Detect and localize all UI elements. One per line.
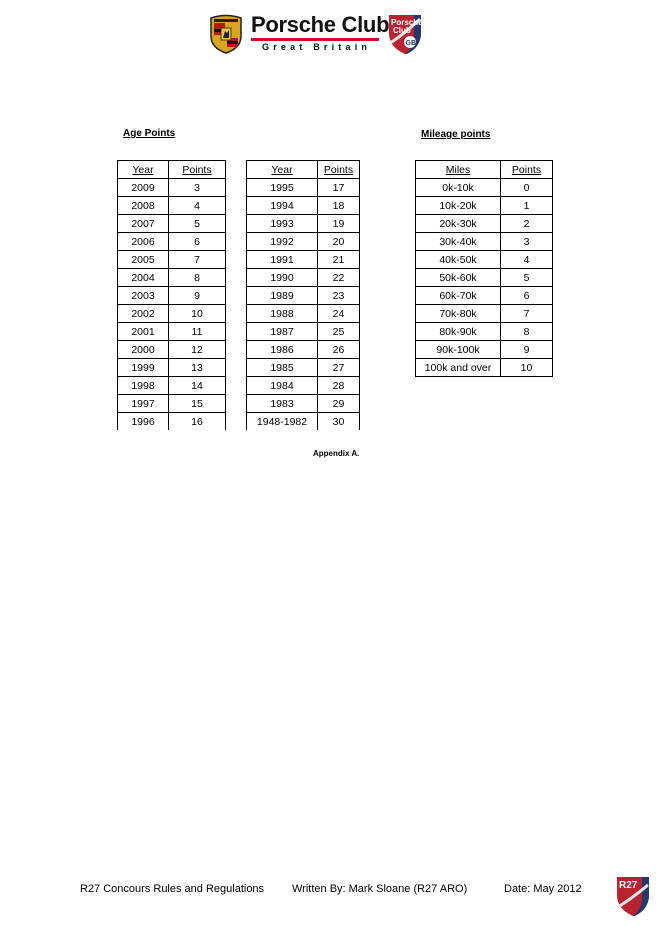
table-row — [118, 251, 226, 269]
miles-cell: 80k-90k — [416, 323, 501, 341]
table-row — [416, 215, 553, 233]
points-cell: 30 — [318, 413, 360, 431]
table-row — [118, 233, 226, 251]
footer-author: Written By: Mark Sloane (R27 ARO) — [292, 883, 468, 895]
year-cell: 2003 — [118, 287, 169, 305]
points-cell: 21 — [318, 251, 360, 269]
points-cell: 13 — [169, 359, 226, 377]
appendix-label: Appendix A. — [313, 449, 360, 458]
year-cell: 1998 — [118, 377, 169, 395]
table-row — [247, 359, 360, 377]
table-row — [247, 179, 360, 197]
miles-cell: 20k-30k — [416, 215, 501, 233]
table-row — [118, 287, 226, 305]
table-row — [247, 395, 360, 413]
points-cell: 4 — [501, 251, 553, 269]
footer-document-title: R27 Concours Rules and Regulations — [80, 883, 265, 895]
miles-cell: 40k-50k — [416, 251, 501, 269]
table-row — [247, 233, 360, 251]
points-cell: 16 — [169, 413, 226, 431]
table-row — [247, 269, 360, 287]
table-row — [247, 323, 360, 341]
miles-cell: 90k-100k — [416, 341, 501, 359]
points-cell: 8 — [169, 269, 226, 287]
miles-cell: 60k-70k — [416, 287, 501, 305]
table-row — [247, 413, 360, 431]
table-row — [118, 377, 226, 395]
club-name-underline — [251, 38, 379, 41]
year-cell: 2002 — [118, 305, 169, 323]
table-row — [416, 197, 553, 215]
points-cell: 5 — [169, 215, 226, 233]
year-cell: 1994 — [247, 197, 318, 215]
club-subtitle: Great Britain — [262, 42, 372, 52]
points-cell: 20 — [318, 233, 360, 251]
points-cell: 15 — [169, 395, 226, 413]
year-cell: 1996 — [118, 413, 169, 431]
points-cell: 1 — [501, 197, 553, 215]
points-cell: 25 — [318, 323, 360, 341]
table-row — [416, 305, 553, 323]
points-cell: 24 — [318, 305, 360, 323]
miles-cell: 0k-10k — [416, 179, 501, 197]
table-row — [416, 233, 553, 251]
year-cell: 1997 — [118, 395, 169, 413]
porsche-crest-icon — [209, 14, 243, 54]
year-cell: 2009 — [118, 179, 169, 197]
column-header-year: Year — [118, 161, 169, 179]
table-row — [416, 341, 553, 359]
points-cell: 17 — [318, 179, 360, 197]
points-cell: 29 — [318, 395, 360, 413]
table-row — [416, 359, 553, 377]
points-cell: 14 — [169, 377, 226, 395]
year-cell: 1993 — [247, 215, 318, 233]
table-row — [416, 269, 553, 287]
table-row — [416, 251, 553, 269]
year-cell: 1991 — [247, 251, 318, 269]
miles-cell: 100k and over — [416, 359, 501, 377]
points-cell: 9 — [501, 341, 553, 359]
year-cell: 2006 — [118, 233, 169, 251]
miles-cell: 30k-40k — [416, 233, 501, 251]
club-name: Porsche Club — [251, 12, 390, 37]
year-cell: 2001 — [118, 323, 169, 341]
table-row — [247, 287, 360, 305]
year-cell: 1983 — [247, 395, 318, 413]
shield-text-porsche: Porsche — [391, 18, 423, 27]
points-cell: 26 — [318, 341, 360, 359]
mileage-points-table — [415, 160, 553, 377]
points-cell: 6 — [169, 233, 226, 251]
points-cell: 18 — [318, 197, 360, 215]
shield-text-gb: GB — [405, 40, 416, 47]
points-cell: 2 — [501, 215, 553, 233]
column-header-year: Year — [247, 161, 318, 179]
r27-logo-text: R27 — [619, 880, 638, 891]
year-cell: 1988 — [247, 305, 318, 323]
points-cell: 3 — [169, 179, 226, 197]
points-cell: 0 — [501, 179, 553, 197]
table-row — [118, 359, 226, 377]
points-cell: 22 — [318, 269, 360, 287]
points-cell: 19 — [318, 215, 360, 233]
miles-cell: 70k-80k — [416, 305, 501, 323]
mileage-points-heading: Mileage points — [421, 129, 491, 140]
porsche-club-gb-shield-icon — [387, 13, 423, 55]
table-row — [118, 179, 226, 197]
points-cell: 7 — [169, 251, 226, 269]
year-cell: 1989 — [247, 287, 318, 305]
table-row — [118, 215, 226, 233]
points-cell: 28 — [318, 377, 360, 395]
year-cell: 2008 — [118, 197, 169, 215]
shield-text-club: Club — [393, 26, 411, 35]
footer-date: Date: May 2012 — [504, 883, 582, 895]
year-cell: 1987 — [247, 323, 318, 341]
table-row — [118, 197, 226, 215]
age-points-table-2 — [246, 160, 360, 430]
table-row — [247, 341, 360, 359]
year-cell: 2005 — [118, 251, 169, 269]
year-cell: 1985 — [247, 359, 318, 377]
table-row — [118, 305, 226, 323]
table-row — [247, 197, 360, 215]
table-row — [118, 413, 226, 431]
table-row — [247, 377, 360, 395]
year-cell: 1995 — [247, 179, 318, 197]
age-points-table-1 — [117, 160, 226, 430]
r27-region-shield-icon — [615, 875, 651, 917]
column-header-miles: Miles — [416, 161, 501, 179]
points-cell: 4 — [169, 197, 226, 215]
year-cell: 2000 — [118, 341, 169, 359]
table-row — [118, 341, 226, 359]
year-cell: 1984 — [247, 377, 318, 395]
year-cell: 1992 — [247, 233, 318, 251]
table-row — [416, 287, 553, 305]
column-header-points: Points — [169, 161, 226, 179]
table-row — [118, 269, 226, 287]
points-cell: 3 — [501, 233, 553, 251]
points-cell: 5 — [501, 269, 553, 287]
points-cell: 7 — [501, 305, 553, 323]
table-row — [247, 215, 360, 233]
table-row — [416, 179, 553, 197]
points-cell: 8 — [501, 323, 553, 341]
points-cell: 11 — [169, 323, 226, 341]
miles-cell: 50k-60k — [416, 269, 501, 287]
points-cell: 10 — [501, 359, 553, 377]
points-cell: 10 — [169, 305, 226, 323]
table-row — [247, 251, 360, 269]
points-cell: 27 — [318, 359, 360, 377]
points-cell: 12 — [169, 341, 226, 359]
table-row — [118, 395, 226, 413]
table-row — [247, 305, 360, 323]
year-cell: 2004 — [118, 269, 169, 287]
points-cell: 9 — [169, 287, 226, 305]
year-cell: 2007 — [118, 215, 169, 233]
age-points-heading: Age Points — [123, 128, 176, 139]
points-cell: 23 — [318, 287, 360, 305]
table-row — [416, 323, 553, 341]
column-header-points: Points — [318, 161, 360, 179]
year-cell: 1999 — [118, 359, 169, 377]
column-header-points: Points — [501, 161, 553, 179]
year-cell: 1986 — [247, 341, 318, 359]
points-cell: 6 — [501, 287, 553, 305]
year-cell: 1948-1982 — [247, 413, 318, 431]
table-row — [118, 323, 226, 341]
year-cell: 1990 — [247, 269, 318, 287]
miles-cell: 10k-20k — [416, 197, 501, 215]
